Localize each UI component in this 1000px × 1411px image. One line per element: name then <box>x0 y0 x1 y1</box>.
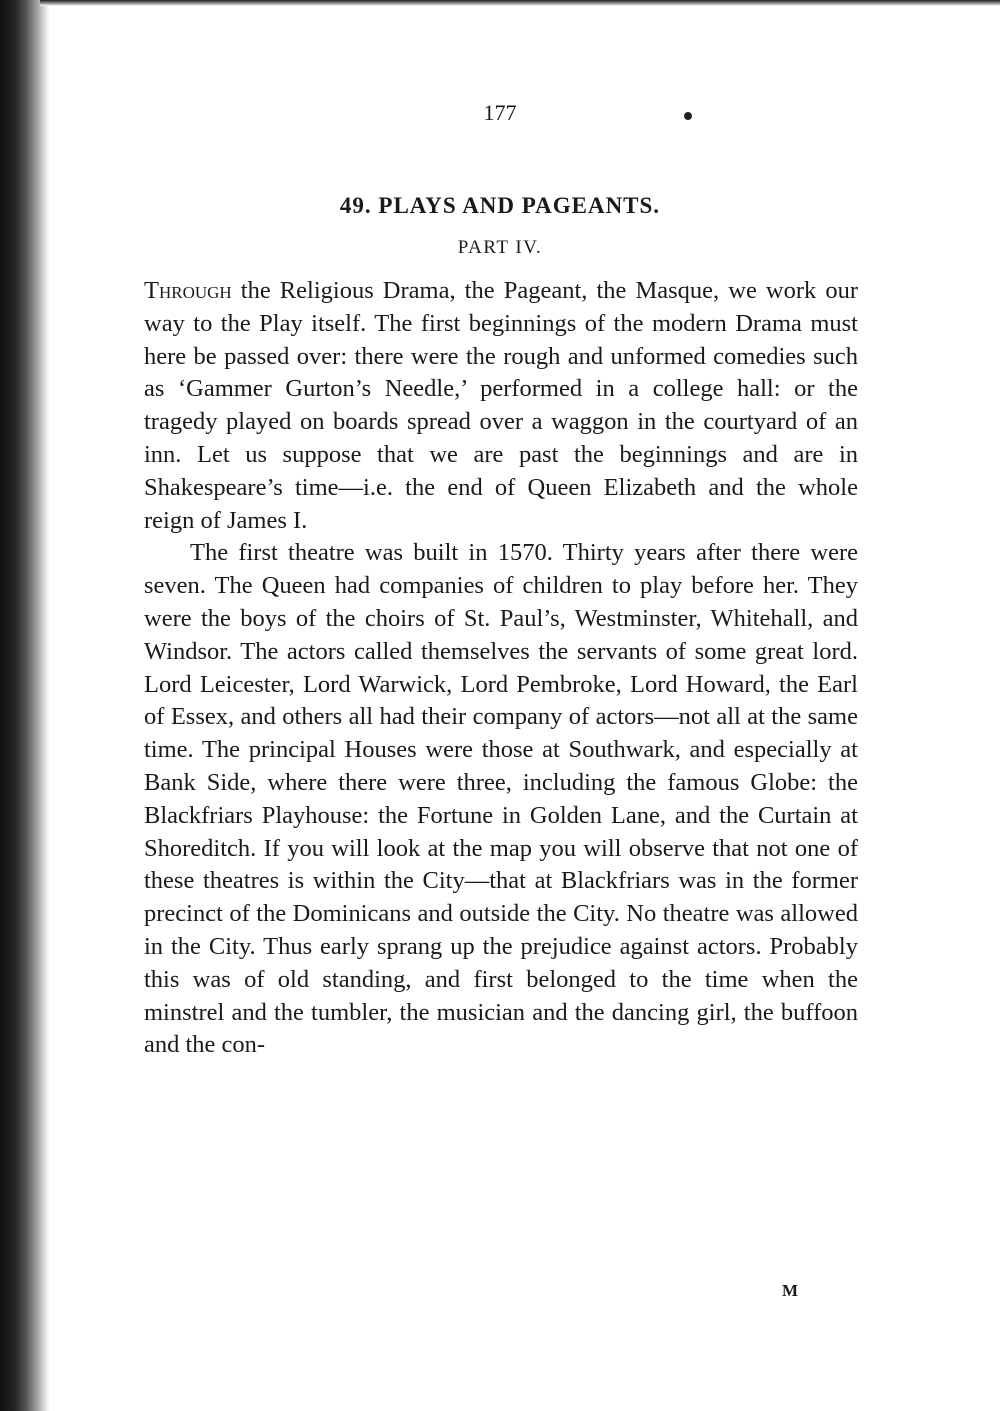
page-number: 177 <box>483 100 517 125</box>
part-label: PART IV. <box>457 237 543 258</box>
signature-mark: M <box>781 1281 799 1300</box>
book-spine-shadow <box>0 0 50 1411</box>
body-text <box>144 275 858 1062</box>
paragraph-lead-word: Through <box>144 277 232 304</box>
paragraph-1 <box>144 275 858 537</box>
paragraph-1-text: the Religious Drama, the Pageant, the Masque, we work our way to the Play itself. The first beginnings of the modern Drama must here be passed over: there were the rough and unformed comedies such as ‘Gammer Gurton’s Needle,’ performed in a college hall: or the tragedy played on boards spread over a waggon in the courtyard of an inn. Let us suppose that we are past the beginnings and are in Shakespeare’s time—i.e. the end of Queen Elizabeth and the whole reign of James I. <box>144 277 858 534</box>
ink-speck <box>684 112 692 120</box>
paragraph-2: The first theatre was built in 1570. Thirty years after there were seven. The Queen had companies of children to play before her. They were the boys of the choirs of St. Paul’s, Westminster, Whitehall, and Windsor. The actors called themselves the servants of some great lord. Lord Leicester, Lord Warwick, Lord Pembroke, Lord Howard, the Earl of Essex, and others all had their company of actors—not all at the same time. The principal Houses were those at Southwark, and especially at Bank Side, where there were three, including the famous Globe: the Blackfriars Playhouse: the Fortune in Golden Lane, and the Curtain at Shoreditch. If you will look at the map you will observe that not one of these theatres is within the City—that at Blackfriars was in the former precinct of the Dominicans and outside the City. No theatre was allowed in the City. Thus early sprang up the prejudice against actors. Probably this was of old standing, and first belonged to the time when the minstrel and the tumbler, the musician and the dancing girl, the buffoon and the con- <box>144 539 858 1059</box>
page-top-edge <box>40 0 1000 6</box>
chapter-title: 49. PLAYS AND PAGEANTS. <box>339 193 661 218</box>
